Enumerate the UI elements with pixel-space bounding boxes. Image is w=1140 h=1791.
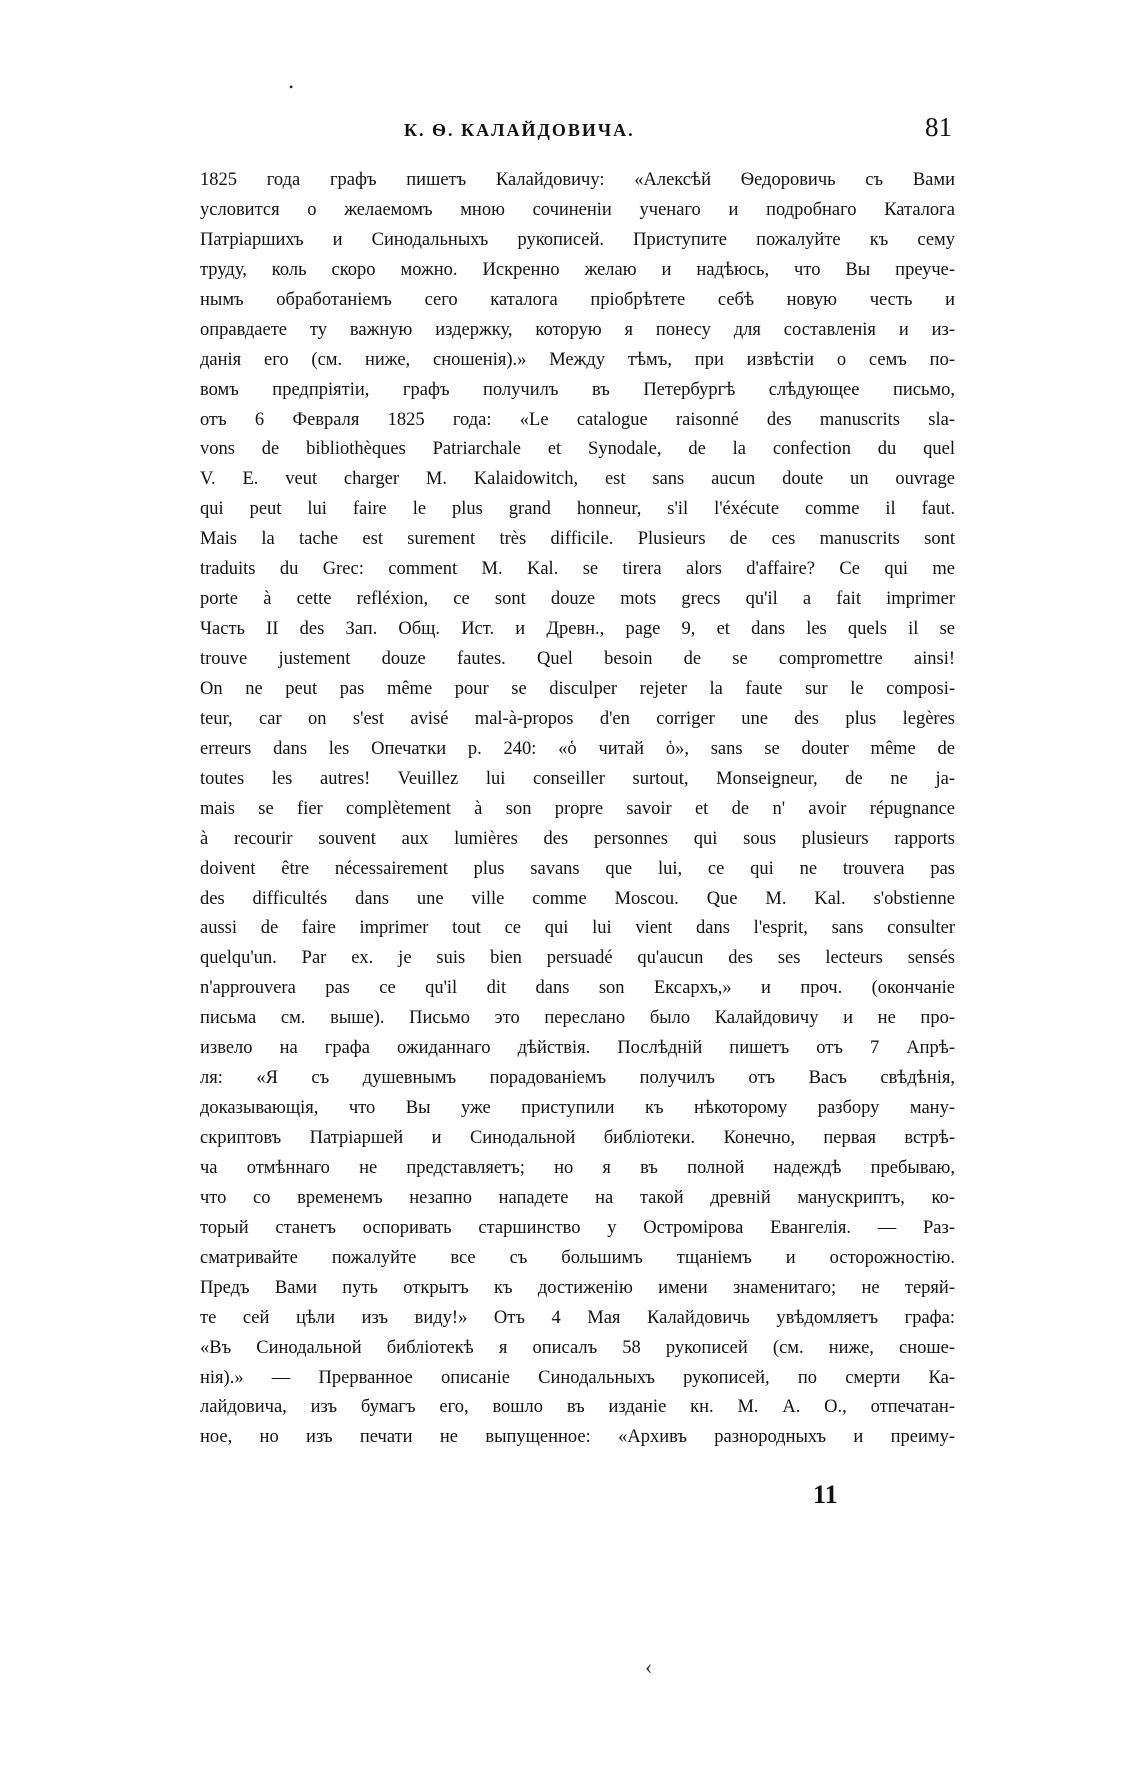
text-line: n'approuvera pas ce qu'il dit dans son Ексархъ,» и проч. (окончаніе — [200, 978, 955, 999]
text-line: erreurs dans les Опечатки p. 240: «ὁ читай ὁ», sans se douter même de — [200, 738, 955, 759]
text-line: Mais la tache est surement très difficile. Plusieurs de ces manuscrits sont — [200, 529, 955, 550]
text-line: aussi de faire imprimer tout ce qui lui vient dans l'esprit, sans consulter — [200, 918, 955, 939]
text-line: doivent être nécessairement plus savans que lui, ce qui ne trouvera pas — [200, 858, 955, 879]
text-line: лайдовича, изъ бумагъ его, вошло въ изданіе кн. М. А. О., отпечатан- — [200, 1397, 955, 1418]
text-line: toutes les autres! Veuillez lui conseiller surtout, Monseigneur, de ne ja- — [200, 768, 955, 789]
running-head: К. Ѳ. КАЛАЙДОВИЧА. — [404, 120, 635, 140]
text-line: teur, car on s'est avisé mal-à-propos d'en corriger une des plus legères — [200, 708, 955, 729]
text-line: ля: «Я съ душевнымъ порадованіемъ получилъ отъ Васъ свѣдѣнія, — [200, 1068, 955, 1089]
text-line: à recourir souvent aux lumières des personnes qui sous plusieurs rapports — [200, 828, 955, 849]
text-line: Предъ Вами путь открытъ къ достиженію имени знаменитаго; не теряй- — [200, 1277, 955, 1298]
text-line: оправдаете ту важную издержку, которую я понесу для составленія и из- — [200, 319, 955, 340]
text-line: mais se fier complètement à son propre savoir et de n' avoir répugnance — [200, 798, 955, 819]
text-line: отъ 6 Февраля 1825 года: «Le catalogue raisonné des manuscrits sla- — [200, 409, 955, 430]
text-line: porte à cette refléxion, ce sont douze mots grecs qu'il a fait imprimer — [200, 589, 955, 610]
text-line: доказывающія, что Вы уже приступили къ нѣкоторому разбору ману- — [200, 1098, 955, 1119]
text-line: извело на графа ожиданнаго дѣйствія. Послѣдній пишетъ отъ 7 Апрѣ- — [200, 1038, 955, 1059]
page-number: 81 — [925, 112, 952, 142]
text-line: письма см. выше). Письмо это переслано было Калайдовичу и не про- — [200, 1008, 955, 1029]
text-line: что со временемъ незапно нападете на такой древній манускриптъ, ко- — [200, 1187, 955, 1208]
text-line: ча отмѣннаго не представляетъ; но я въ полной надеждѣ пребываю, — [200, 1157, 955, 1178]
text-line: trouve justement douze fautes. Quel besoin de se compromettre ainsi! — [200, 649, 955, 669]
text-line: vons de bibliothèques Patriarchale et Synodale, de la confection du quel — [200, 439, 955, 460]
text-line: 1825 года графъ пишетъ Калайдовичу: «Алексѣй Ѳедоровичь съ Вами — [200, 170, 955, 190]
text-line: Часть II des Зап. Общ. Ист. и Древн., page 9, et dans les quels il se — [200, 619, 955, 640]
signature-mark: 11 — [813, 1480, 838, 1509]
text-line: скриптовъ Патріаршей и Синодальной библіотеки. Конечно, первая встрѣ- — [200, 1128, 955, 1148]
text-line: данія его (см. ниже, сношенія).» Между тѣмъ, при извѣстіи о семъ по- — [200, 349, 955, 370]
text-line: traduits du Grec: comment M. Kal. se tirera alors d'affaire? Ce qui me — [200, 559, 955, 580]
text-line: On ne peut pas même pour se disculper rejeter la faute sur le composi- — [200, 678, 955, 699]
text-line: V. E. veut charger M. Kalaidowitch, est sans aucun doute un ouvrage — [200, 469, 955, 490]
body-text — [200, 166, 955, 1453]
text-line: des difficultés dans une ville comme Moscou. Que M. Kal. s'obstienne — [200, 888, 955, 909]
text-line: нія).» — Прерванное описаніе Синодальныхъ рукописей, по смерти Ка- — [200, 1367, 955, 1388]
text-line: торый станетъ оспоривать старшинство у Остромірова Евангелія. — Раз- — [200, 1217, 955, 1238]
text-line: нымъ обработаніемъ сего каталога пріобрѣтете себѣ новую честь и — [200, 289, 955, 310]
page-header — [200, 108, 960, 148]
text-line: труду, коль скоро можно. Искренно желаю и надѣюсь, что Вы преуче- — [200, 259, 955, 280]
text-line: qui peut lui faire le plus grand honneur, s'il l'éxécute comme il faut. — [200, 499, 955, 520]
text-line: вомъ предпріятіи, графъ получилъ въ Петербургѣ слѣдующее письмо, — [200, 379, 955, 400]
text-line: ное, но изъ печати не выпущенное: «Архивъ разнородныхъ и преиму- — [200, 1427, 955, 1448]
text-line: сматривайте пожалуйте все съ большимъ тщаніемъ и осторожностію. — [200, 1247, 955, 1268]
text-line: «Въ Синодальной библіотекѣ я описалъ 58 рукописей (см. ниже, сноше- — [200, 1337, 955, 1358]
text-line: условится о желаемомъ мною сочиненіи ученаго и подробнаго Каталога — [200, 199, 955, 220]
text-line: Патріаршихъ и Синодальныхъ рукописей. Приступите пожалуйте къ сему — [200, 229, 955, 250]
text-line: quelqu'un. Par ex. je suis bien persuadé qu'aucun des ses lecteurs sensés — [200, 948, 955, 969]
top-mark: • — [289, 80, 294, 94]
text-line: те сей цѣли изъ виду!» Отъ 4 Мая Калайдовичь увѣдомляетъ графа: — [200, 1307, 955, 1328]
stray-mark: ‹ — [645, 1654, 653, 1679]
